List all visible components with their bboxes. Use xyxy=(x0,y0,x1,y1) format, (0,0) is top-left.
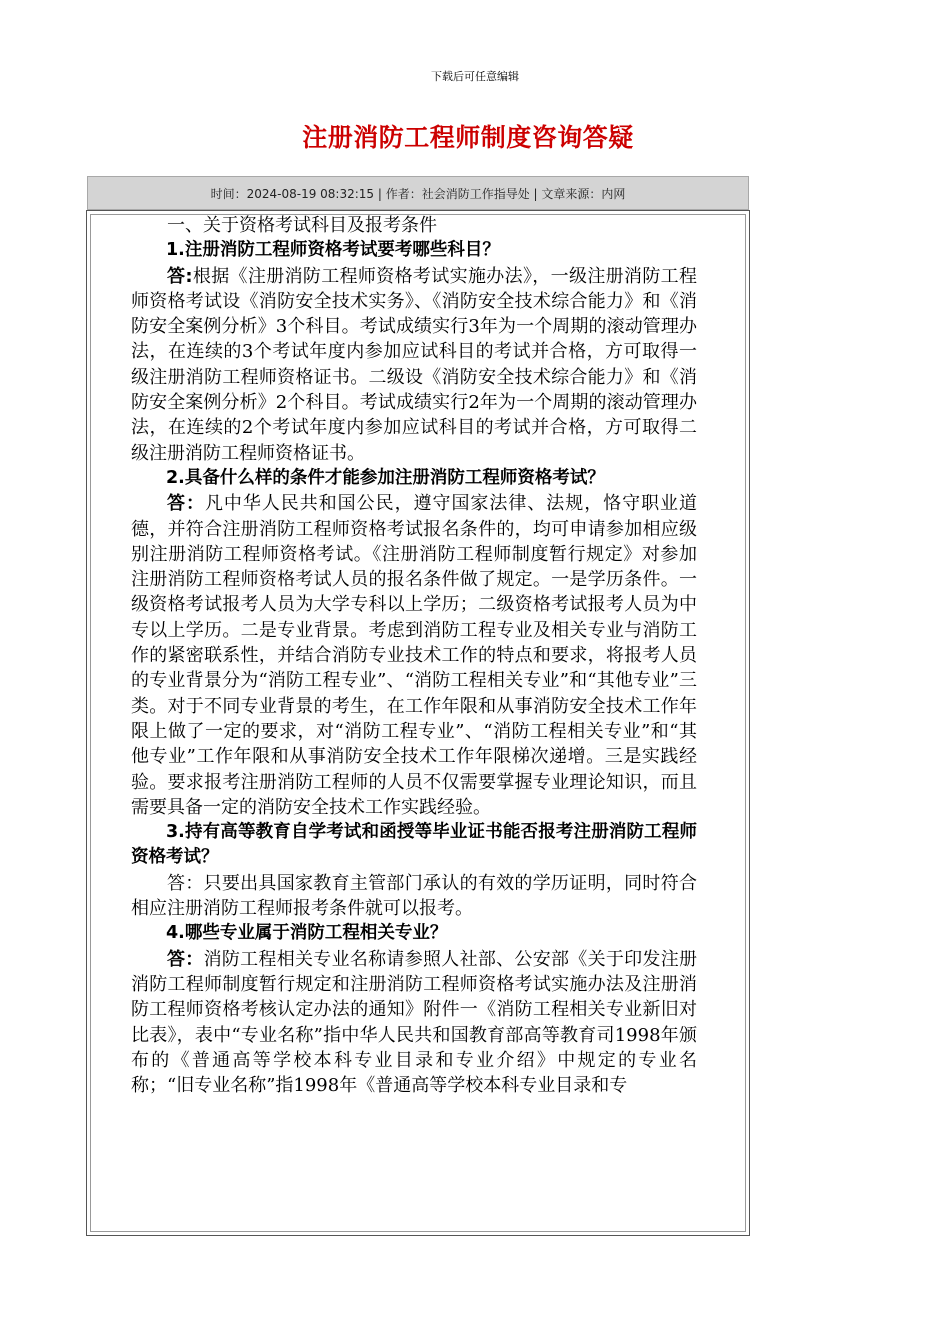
answer-text: 消防工程相关专业名称请参照人社部、公安部《关于印发注册消防工程师制度暂行规定和注册消防工程师资格考试实施办法及注册消防工程师资格考核认定办法的通知》附件一《消防工程相关专业新旧对比表》，表中“专业名称”指中华人民共和国教育部高等教育司1998年颁布的《普通高等学校本科专业目录和专业介绍》中规定的专业名称；“旧专业名称”指1998年《普通高等学校本科专业目录和专 xyxy=(131,948,698,1097)
article-meta-text: 时间：2024-08-19 08:32:15 | 作者：社会消防工作指导处 | 文章来源：内网 xyxy=(210,187,626,201)
article-content-box xyxy=(86,210,750,1236)
section-heading: 一、关于资格考试科目及报考条件 xyxy=(167,215,437,236)
question-1: 1.注册消防工程师资格考试要考哪些科目？ xyxy=(166,240,500,261)
question-2: 2.具备什么样的条件才能参加注册消防工程师资格考试？ xyxy=(166,467,605,488)
page-title: 注册消防工程师制度咨询答疑 xyxy=(302,123,634,152)
article-meta-bar xyxy=(87,176,749,210)
answer-label: 答： xyxy=(167,493,205,515)
article-body xyxy=(131,213,697,1098)
question-4: 4.哪些专业属于消防工程相关专业？ xyxy=(166,923,448,944)
header-note: 下载后可任意编辑 xyxy=(431,70,519,83)
answer-3 xyxy=(131,871,697,922)
answer-4 xyxy=(131,947,697,1099)
question-3: 3.持有高等教育自学考试和函授等毕业证书能否报考注册消防工程师资格考试？ xyxy=(131,822,697,868)
answer-label: 答： xyxy=(167,948,204,970)
answer-text: 凡中华人民共和国公民，遵守国家法律、法规，恪守职业道德，并符合注册消防工程师资格考试报名条件的，均可申请参加相应级别注册消防工程师资格考试。《注册消防工程师制度暂行规定》对参加注册消防工程师资格考试人员的报名条件做了规定。一是学历条件。一级资格考试报考人员为大学专科以上学历；二级资格考试报考人员为中专以上学历。二是专业背景。考虑到消防工程专业及相关专业与消防工作的紧密联系性，并结合消防专业技术工作的特点和要求，将报考人员的专业背景分为“消防工程专业”、“消防工程相关专业”和“其他专业”三类。对于不同专业背景的考生，在工作年限和从事消防安全技术工作年限上做了一定的要求，对“消防工程专业”、“消防工程相关专业”和“其他专业”工作年限和从事消防安全技术工作年限梯次递增。三是实践经验。要求报考注册消防工程师的人员不仅需要掌握专业理论知识，而且需要具备一定的消防安全技术工作实践经验。 xyxy=(131,493,698,818)
answer-1 xyxy=(131,264,697,466)
answer-text: 答：只要出具国家教育主管部门承认的有效的学历证明，同时符合相应注册消防工程师报考条件就可以报考。 xyxy=(131,872,697,920)
answer-2 xyxy=(131,491,697,820)
answer-text: 根据《注册消防工程师资格考试实施办法》，一级注册消防工程师资格考试设《消防安全技术实务》、《消防安全技术综合能力》和《消防安全案例分析》3个科目。考试成绩实行3年为一个周期的滚动管理办法，在连续的3个考试年度内参加应试科目的考试并合格，方可取得一级注册消防工程师资格证书。二级设《消防安全技术综合能力》和《消防安全案例分析》2个科目。考试成绩实行2年为一个周期的滚动管理办法，在连续的2个考试年度内参加应试科目的考试并合格，方可取得二级注册消防工程师资格证书。 xyxy=(131,265,698,464)
answer-label: 答: xyxy=(167,265,193,287)
